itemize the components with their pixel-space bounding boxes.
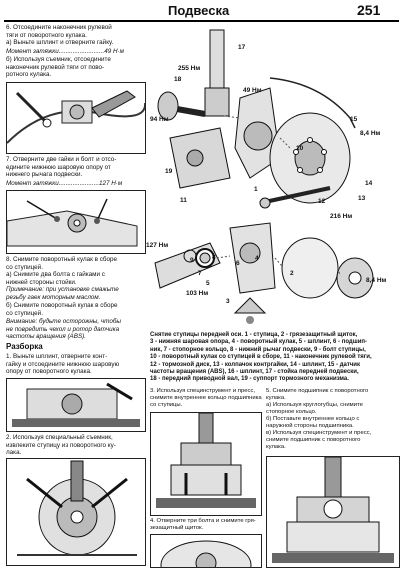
callout-9: 9 xyxy=(190,257,194,264)
callout-255nm: 255 Нм xyxy=(178,65,201,72)
step-8-warning: Внимание: будьте осторожны, чтобы не повредить чехол и ротор датчика частоты вращения (ABS). xyxy=(6,318,122,341)
step-3-text: 3. Используя специнструмент и пресс, снимите внутреннее кольцо подшипника со ступицы. xyxy=(150,388,262,408)
step-5-text: 5. Снимите подшипник с поворотного кулака. а) Используя круглогубцы, снимите стопорное кольцо. б) Поставьте внутреннее кольцо с наружной стороны подшипника. в) Используя специнструмент и пресс, снимите подшипник с поворотного кулака. xyxy=(266,388,372,450)
callout-3: 3 xyxy=(226,298,230,305)
step-6-torque: Момент затяжки..........................49 Н·м xyxy=(6,48,124,55)
step-6-text: 6. Отсоедините наконечник рулевой тяги от поворотного кулака. а) Выньте шплинт и отверните гайку. xyxy=(6,24,114,47)
callout-2: 2 xyxy=(290,270,294,277)
step-6b-text: б) Используя съемник, отсоедините наконечник рулевой тяги от пово- ротного кулака. xyxy=(6,56,111,79)
step-7-text: 7. Отверните две гайки и болт и отсо- едините нижнюю шаровую опору от нижнего рычага подвески. xyxy=(6,156,117,179)
callout-216nm: 216 Нм xyxy=(330,213,353,220)
callout-5: 5 xyxy=(206,280,210,287)
figure-ball-joint-removal xyxy=(6,190,146,254)
figure-ball-joint-press xyxy=(6,378,146,432)
callout-11: 11 xyxy=(180,197,187,204)
callout-14: 14 xyxy=(365,180,373,187)
callout-84nm-bottom: 8,4 Нм xyxy=(366,277,387,284)
callout-6: 6 xyxy=(236,260,240,267)
section-title-disassembly: Разборка xyxy=(6,342,43,351)
callout-94nm: 94 Нм xyxy=(150,116,169,123)
callout-103nm: 103 Нм xyxy=(186,290,209,297)
callout-13: 13 xyxy=(358,195,366,202)
callout-10: 10 xyxy=(296,145,304,152)
step-8b-text: б) Снимите поворотный кулак в сборе со ступицей. xyxy=(6,302,118,317)
callout-15: 15 xyxy=(350,116,358,123)
page-header xyxy=(0,0,403,22)
header-rule xyxy=(4,20,399,22)
callout-1: 1 xyxy=(254,186,258,193)
step-8-text: 8. Снимите поворотный кулак в сборе со ступицей. а) Снимите два болта с гайками с нижней стороны стойки. xyxy=(6,256,118,286)
callout-127nm: 127 Нм xyxy=(146,242,169,249)
figure-hub-puller xyxy=(6,458,146,566)
callout-12: 12 xyxy=(318,198,326,205)
callout-18: 18 xyxy=(174,76,182,83)
figure-dust-shield xyxy=(150,534,262,568)
exploded-hub-diagram xyxy=(150,28,400,328)
callout-4: 4 xyxy=(255,255,259,262)
step-8-note: Примечание: при установке смажьте резьбу гаек моторным маслом. xyxy=(6,286,119,301)
step-7-torque: Момент затяжки.......................127 Н·м xyxy=(6,180,123,187)
chapter-title: Подвеска xyxy=(168,3,230,18)
callout-8: 8 xyxy=(212,254,216,261)
figure-bearing-race-press xyxy=(150,412,262,516)
callout-49nm: 49 Нм xyxy=(243,87,262,94)
disassembly-step-1: 1. Выньте шплинт, отверните конт- гайку и отсоедините нижнюю шаровую опору от поворотного кулака. xyxy=(6,353,120,376)
figure-bearing-press-out xyxy=(266,456,400,568)
callout-17: 17 xyxy=(238,44,246,51)
callout-19: 19 xyxy=(165,168,173,175)
figure-tie-rod-removal xyxy=(6,82,146,154)
page-number: 251 xyxy=(357,2,381,18)
diagram-caption: Снятие ступицы передней оси. 1 - ступица, 2 - грязезащитный щиток, 3 - нижняя шаровая опора, 4 - поворотный кулак, 5 - шплинт, 6 - подшип- ник, 7 - стопорное кольцо, 8 - нижний рычаг подвески, 9 - болт ступицы, 10 - поворотный кулак со ступицей в сборе, 11 - наконечник рулевой тяги, 12 - тормозной диск, 13 - колпачок контргайки, 14 - шплинт, 15 - датчик частоты вращения (ABS), 16 - шплинт, 17 - стойка передней подвески, 18 - передний приводной вал, 19 - суппорт тормозного механизма. xyxy=(150,332,372,383)
callout-84nm-top: 8,4 Нм xyxy=(360,130,381,137)
disassembly-step-2: 2. Используя специальный съемник, извлеките ступицу из поворотного ку- лака. xyxy=(6,434,116,457)
step-4-text: 4. Отверните три болта и снимите гря- зезащитный щиток. xyxy=(150,518,256,531)
callout-7: 7 xyxy=(198,270,202,277)
